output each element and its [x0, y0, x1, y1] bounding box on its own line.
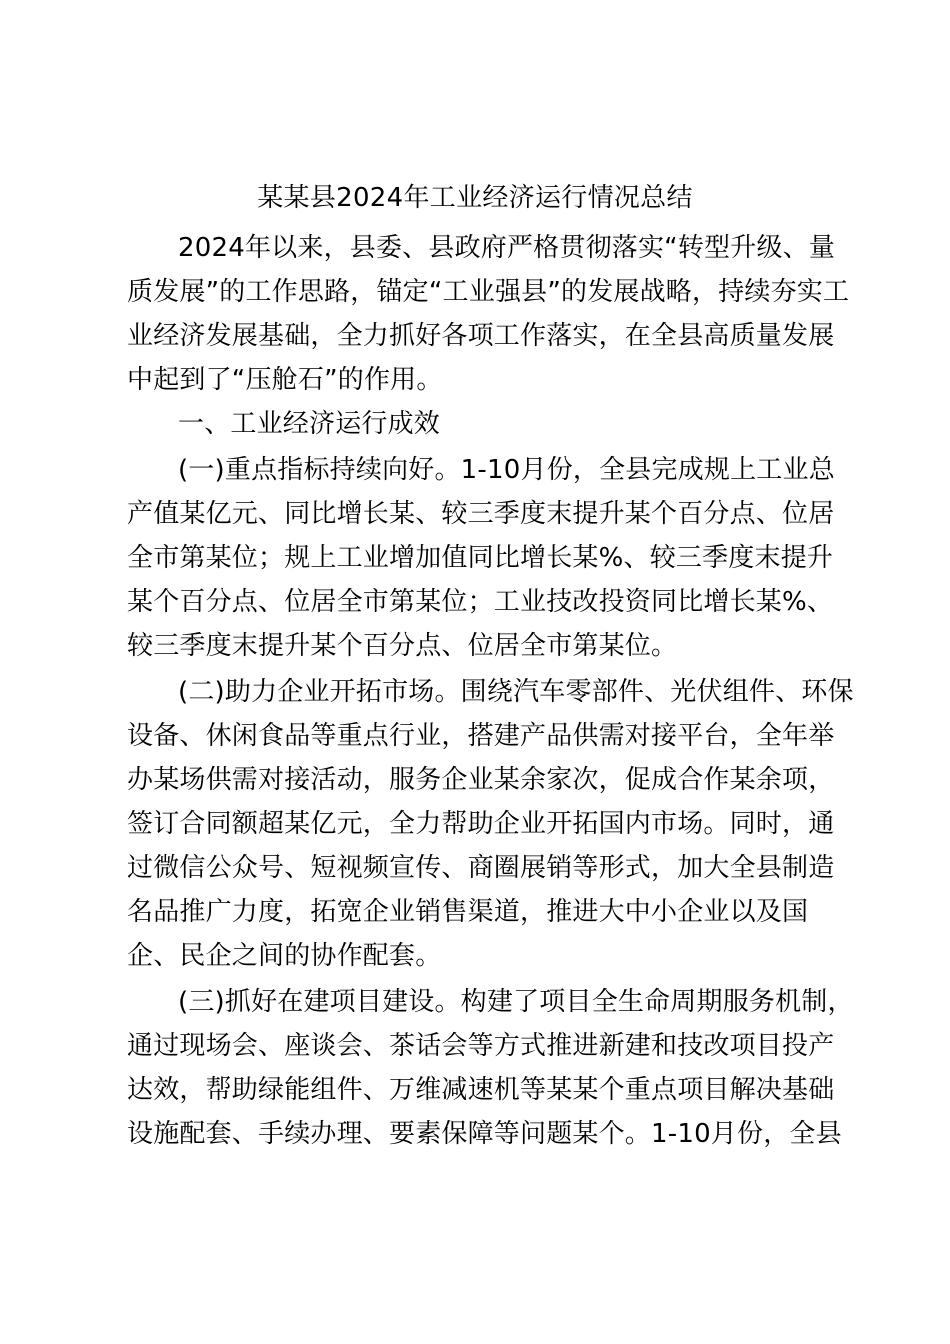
paragraph-3-line-4: 某个百分点、位居全市第某位；工业技改投资同比增长某%、	[127, 587, 834, 617]
paragraph-1-line-4: 中起到了“压舱石”的作用。	[127, 365, 443, 395]
paragraph-1-line-2: 质发展”的工作思路，锚定“工业强县”的发展战略，持续夯实工	[127, 277, 850, 307]
paragraph-5-line-4: 设施配套、手续办理、要素保障等问题某个。1-10月份，全县	[127, 1119, 842, 1149]
paragraph-5-line-2: 通过现场会、座谈会、茶话会等方式推进新建和技改项目投产	[127, 1031, 835, 1061]
paragraph-4-line-2: 设备、休闲食品等重点行业，搭建产品供需对接平台，全年举	[127, 721, 835, 751]
paragraph-3-line-2: 产值某亿元、同比增长某、较三季度末提升某个百分点、位居	[127, 499, 835, 529]
paragraph-1-line-3: 业经济发展基础，全力抓好各项工作落实，在全县高质量发展	[127, 321, 835, 351]
paragraph-5-line-1: (三)抓好在建项目建设。构建了项目全生命周期服务机制，	[178, 987, 854, 1017]
paragraph-4-line-4: 签订合同额超某亿元，全力帮助企业开拓国内市场。同时，通	[127, 809, 835, 839]
section-heading-1: 一、工业经济运行成效	[178, 409, 441, 439]
paragraph-3-line-3: 全市第某位；规上工业增加值同比增长某%、较三季度末提升	[127, 543, 834, 573]
paragraph-4-line-5: 过微信公众号、短视频宣传、商圈展销等形式，加大全县制造	[127, 853, 835, 883]
paragraph-3-line-1: (一)重点指标持续向好。1-10月份，全县完成规上工业总	[178, 455, 835, 485]
document-title: 某某县2024年工业经济运行情况总结	[257, 183, 693, 213]
paragraph-4-line-3: 办某场供需对接活动，服务企业某余家次，促成合作某余项，	[127, 765, 835, 795]
paragraph-4-line-6: 名品推广力度，拓宽企业销售渠道，推进大中小企业以及国	[127, 897, 809, 927]
paragraph-4-line-1: (二)助力企业开拓市场。围绕汽车零部件、光伏组件、环保	[178, 677, 854, 707]
paragraph-1-line-1: 2024年以来，县委、县政府严格贯彻落实“转型升级、量	[178, 233, 836, 263]
paragraph-3-line-5: 较三季度末提升某个百分点、位居全市第某位。	[127, 631, 678, 661]
paragraph-5-line-3: 达效，帮助绿能组件、万维减速机等某某个重点项目解决基础	[127, 1075, 835, 1105]
paragraph-4-line-7: 企、民企之间的协作配套。	[127, 941, 442, 971]
